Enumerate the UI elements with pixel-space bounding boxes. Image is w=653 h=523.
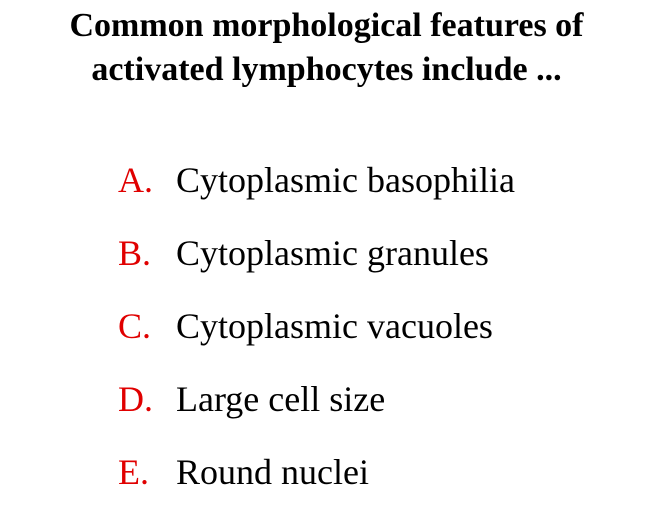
answer-options-list — [118, 158, 515, 523]
option-a[interactable] — [118, 158, 515, 231]
question-title-line-2: activated lymphocytes include ... — [91, 51, 562, 88]
option-text: Cytoplasmic basophilia — [176, 160, 515, 200]
option-letter: A. — [118, 160, 153, 200]
option-letter: E. — [118, 452, 149, 492]
option-c[interactable] — [118, 304, 515, 377]
option-b[interactable] — [118, 231, 515, 304]
option-letter: B. — [118, 233, 152, 273]
option-letter: C. — [118, 306, 152, 346]
option-d[interactable] — [118, 377, 515, 450]
option-text: Cytoplasmic vacuoles — [176, 306, 493, 346]
option-e[interactable] — [118, 450, 515, 523]
option-text: Cytoplasmic granules — [176, 233, 489, 273]
option-text: Large cell size — [176, 379, 386, 419]
question-title — [0, 4, 653, 92]
option-letter: D. — [118, 379, 153, 419]
option-text: Round nuclei — [176, 452, 369, 492]
question-title-line-1: Common morphological features of — [69, 7, 584, 44]
